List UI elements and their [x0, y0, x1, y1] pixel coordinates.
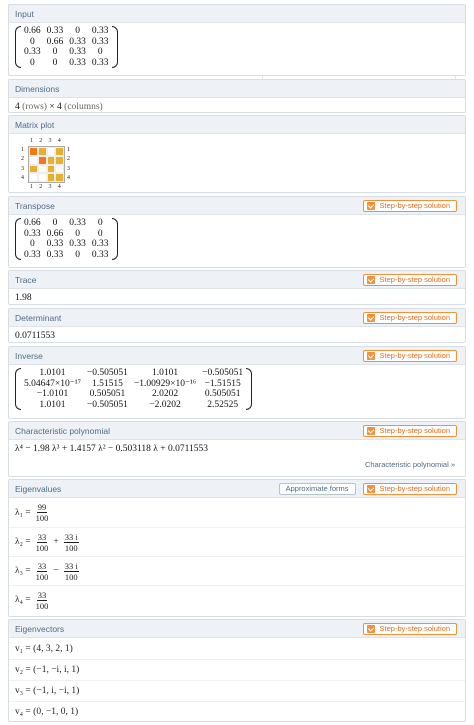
determinant-value: 0.0711553 [15, 331, 56, 341]
fraction-numerator: 33 i [64, 531, 78, 542]
matrix-cell: −1.00929×10⁻¹⁶ [133, 378, 197, 389]
matrix-plot-title: Matrix plot [15, 119, 55, 130]
trace-header [9, 271, 465, 289]
eigenvector-row: v₄ = (0, −1, 0, 1) [9, 701, 465, 722]
matrix-cell: 0.33 [91, 249, 109, 260]
fraction-denominator: 100 [35, 513, 49, 523]
matrix-cell: 0.33 [91, 239, 109, 249]
input-body [9, 23, 465, 74]
matrix-cell: 0 [52, 47, 58, 57]
matrix-cell: 0.33 [91, 26, 109, 36]
inverse-body [9, 365, 465, 416]
dimensions-body [9, 98, 465, 115]
determinant-header [9, 309, 465, 327]
matrix-cell: 1.51515 [91, 378, 123, 389]
matrix-plot-cell [47, 147, 56, 156]
dimensions-title: Dimensions [15, 83, 60, 94]
matrix-plot-cell [38, 147, 47, 156]
matrix-cell: −1.51515 [204, 378, 241, 389]
fraction-denominator: 100 [64, 542, 78, 553]
matrix-cell: 0.66 [24, 26, 41, 36]
matrix-cell: 1.0101 [39, 399, 66, 410]
matrix-plot-row-label-left: 4 [21, 174, 24, 181]
matrix-plot-row-label-right: 1 [67, 147, 70, 153]
matrix-plot-grid [28, 146, 65, 183]
step-label: Step-by-step solution [379, 351, 450, 360]
matrix-cell: 0 [97, 228, 103, 239]
checkbox-icon [367, 276, 375, 284]
step-label: Step-by-step solution [379, 624, 450, 633]
matrix-cell: 0 [75, 228, 80, 239]
matrix-plot-cell [29, 173, 38, 182]
char-poly-link[interactable]: Characteristic polynomial » [364, 460, 455, 469]
eigenvectors-title: Eigenvectors [15, 623, 65, 634]
matrix-plot-col-label-bottom: 1 [30, 184, 33, 190]
fraction-denominator: 100 [35, 600, 49, 611]
inverse-header [9, 347, 465, 365]
cols-label: (columns) [64, 102, 103, 112]
inverse-pod [8, 346, 466, 419]
matrix-cell: 0 [97, 47, 103, 57]
dimensions-header [9, 80, 465, 98]
eigenvector-row: v₃ = (−1, i, −i, 1) [9, 680, 465, 701]
matrix-cell: 0.33 [46, 249, 64, 260]
fraction-numerator: 33 i [64, 560, 78, 571]
matrix-plot-col-label-top: 4 [57, 138, 61, 144]
checkbox-icon [367, 314, 375, 322]
cols-value: 4 [57, 102, 62, 112]
matrix-plot-cell [29, 165, 38, 174]
matrix-plot-header [9, 116, 465, 134]
matrix-cell: 0.33 [69, 47, 86, 57]
fraction-denominator: 100 [35, 571, 49, 582]
matrix-plot-cell [55, 165, 64, 174]
matrix-plot [19, 138, 79, 198]
eigenvectors-step-button[interactable] [363, 623, 457, 635]
eigenvalues-buttons [279, 483, 457, 495]
transpose-step-button[interactable] [363, 200, 457, 212]
fraction-numerator: 99 [37, 502, 47, 512]
eigenvalues-step-button[interactable] [363, 483, 457, 495]
eigenvalue-lhs: λ₁ = [15, 507, 31, 518]
eigenvalue-row [9, 498, 465, 527]
char-poly-title: Characteristic polynomial [15, 425, 110, 436]
matrix-cell: 0.33 [69, 36, 86, 47]
char-poly-expression: λ⁴ − 1.98 λ³ + 1.4157 λ² − 0.503118 λ + 0.0711553 [15, 444, 209, 454]
transpose-header [9, 197, 465, 215]
eigenvalues-list [9, 498, 465, 614]
matrix-plot-cell [29, 147, 38, 156]
matrix-cell: 0 [29, 57, 35, 68]
rows-value: 4 [15, 102, 20, 112]
fraction-denominator: 100 [64, 571, 78, 582]
matrix-plot-col-label-bottom: 2 [39, 184, 43, 190]
determinant-pod [8, 308, 466, 343]
eigenvalue-fraction [64, 532, 79, 553]
eigenvalues-header [9, 480, 465, 498]
transpose-body [9, 215, 465, 266]
matrix-plot-cell [38, 165, 47, 174]
eigenvalue-fraction [64, 561, 79, 582]
fraction-numerator: 33 [37, 531, 47, 542]
matrix-cell: 0.33 [69, 239, 86, 249]
eigenvalue-lhs: λ₄ = [15, 595, 31, 605]
matrix-plot-row-label-left: 3 [21, 165, 24, 172]
inverse-step-button[interactable] [363, 350, 457, 362]
matrix-cell: 0.33 [24, 249, 41, 260]
matrix-cell: −1.0101 [36, 389, 69, 399]
matrix-plot-pod [8, 115, 466, 193]
eigenvalue-fraction [36, 532, 49, 553]
checkbox-icon [367, 625, 375, 633]
char-poly-body [9, 440, 465, 472]
trace-step-button[interactable] [363, 274, 457, 286]
matrix-plot-cell [55, 147, 64, 156]
inverse-title: Inverse [15, 350, 43, 361]
fraction-denominator: 100 [35, 542, 49, 553]
trace-title: Trace [15, 274, 37, 285]
matrix-plot-row-label-right: 3 [67, 165, 70, 172]
eigenvector-row: v₁ = (4, 3, 2, 1) [15, 643, 73, 654]
step-label: Step-by-step solution [379, 484, 450, 493]
matrix-cell: 0.505051 [204, 389, 241, 399]
matrix-cell: −0.505051 [86, 368, 128, 378]
step-label: Step-by-step solution [379, 201, 450, 210]
transpose-title: Transpose [15, 200, 55, 211]
matrix-cell: 2.52525 [207, 399, 239, 410]
transpose-matrix [15, 218, 118, 260]
matrix-cell: 5.04647×10⁻¹⁷ [24, 378, 81, 389]
matrix-cell: 0 [52, 218, 58, 228]
matrix-cell: 0.33 [91, 57, 109, 68]
determinant-body [9, 327, 465, 344]
matrix-plot-cell [47, 165, 56, 174]
matrix-cell: −2.0202 [149, 399, 181, 410]
checkbox-icon [367, 485, 375, 493]
eigenvalue-fraction [36, 502, 49, 523]
matrix-plot-cell [55, 173, 64, 182]
char-poly-step-button[interactable] [363, 425, 457, 437]
determinant-title: Determinant [15, 312, 62, 323]
eigenvalue-operator: − [53, 566, 59, 576]
matrix-cell: 0.66 [24, 218, 41, 228]
step-label: Step-by-step solution [379, 426, 450, 435]
matrix-plot-col-label-top: 1 [30, 138, 33, 144]
eigenvalue-fraction [36, 561, 49, 582]
matrix-plot-row-label-right: 4 [67, 174, 70, 181]
matrix-cell: 0.33 [46, 239, 64, 249]
matrix-plot-cell [55, 156, 64, 165]
fraction-numerator: 33 [37, 560, 47, 571]
char-poly-header [9, 422, 465, 440]
eigenvalues-pod [8, 479, 466, 617]
input-matrix [15, 26, 118, 68]
matrix-plot-cell [29, 156, 38, 165]
rows-label: (rows) [22, 102, 47, 112]
matrix-plot-col-label-top: 3 [48, 138, 52, 144]
matrix-cell: 0 [29, 36, 35, 47]
matrix-cell: −0.505051 [86, 399, 128, 410]
matrix-plot-row-label-left: 1 [21, 147, 24, 153]
fraction-numerator: 33 [37, 589, 47, 600]
matrix-cell: 0.66 [46, 228, 64, 239]
step-label: Step-by-step solution [379, 313, 450, 322]
matrix-plot-col-label-bottom: 4 [57, 184, 61, 190]
matrix-plot-cell [38, 156, 47, 165]
matrix-cell: 1.0101 [39, 368, 66, 378]
input-title: Input [15, 8, 34, 19]
checkbox-icon [367, 202, 375, 210]
eigenvectors-header [9, 620, 465, 638]
matrix-cell: 0.33 [91, 36, 109, 47]
eigenvalue-fraction [36, 590, 49, 611]
eigenvectors-pod [8, 619, 466, 722]
matrix-cell: 0 [97, 218, 103, 228]
matrix-cell: 2.0202 [151, 389, 179, 399]
times-sign: × [49, 102, 55, 112]
eigenvalue-row [9, 585, 465, 614]
matrix-plot-row-label-left: 2 [21, 156, 24, 163]
inverse-matrix [15, 368, 252, 410]
eigenvalue-lhs: λ₂ = [15, 537, 31, 547]
checkbox-icon [367, 352, 375, 360]
matrix-cell: 0.505051 [89, 389, 126, 399]
matrix-cell: 0.33 [46, 26, 64, 36]
char-poly-pod [8, 421, 466, 477]
matrix-cell: 0 [29, 239, 35, 249]
eigenvalue-operator: + [53, 537, 59, 547]
eigenvalues-title: Eigenvalues [15, 483, 62, 494]
eigenvector-row: v₂ = (−1, −i, i, 1) [9, 659, 465, 680]
matrix-cell: 0 [52, 57, 58, 68]
step-label: Step-by-step solution [379, 275, 450, 284]
matrix-plot-cell [38, 173, 47, 182]
matrix-cell: 0.33 [69, 218, 86, 228]
trace-pod [8, 270, 466, 305]
eigenvalue-row [9, 556, 465, 585]
matrix-plot-cell [47, 173, 56, 182]
input-pod [8, 4, 466, 76]
matrix-cell: 0.33 [24, 228, 41, 239]
eigenvectors-list [9, 638, 465, 722]
dimensions-pod [8, 79, 466, 113]
matrix-plot-col-label-top: 2 [39, 138, 43, 144]
trace-body [9, 289, 465, 306]
eigenvalue-row [9, 527, 465, 556]
matrix-plot-cell [47, 156, 56, 165]
matrix-cell: 1.0101 [151, 368, 179, 378]
matrix-plot-col-label-bottom: 3 [48, 184, 52, 190]
input-header [9, 5, 465, 23]
trace-value: 1.98 [15, 293, 32, 303]
checkbox-icon [367, 427, 375, 435]
matrix-cell: 0 [75, 249, 80, 260]
matrix-cell: −0.505051 [202, 368, 244, 378]
matrix-cell: 0.66 [46, 36, 64, 47]
matrix-cell: 0.33 [24, 47, 41, 57]
matrix-plot-row-label-right: 2 [67, 156, 70, 163]
matrix-cell: 0 [75, 26, 80, 36]
approximate-forms-button[interactable]: Approximate forms [279, 483, 356, 495]
eigenvalue-lhs: λ₃ = [15, 566, 31, 576]
determinant-step-button[interactable] [363, 312, 457, 324]
transpose-pod [8, 196, 466, 268]
matrix-cell: 0.33 [69, 57, 86, 68]
